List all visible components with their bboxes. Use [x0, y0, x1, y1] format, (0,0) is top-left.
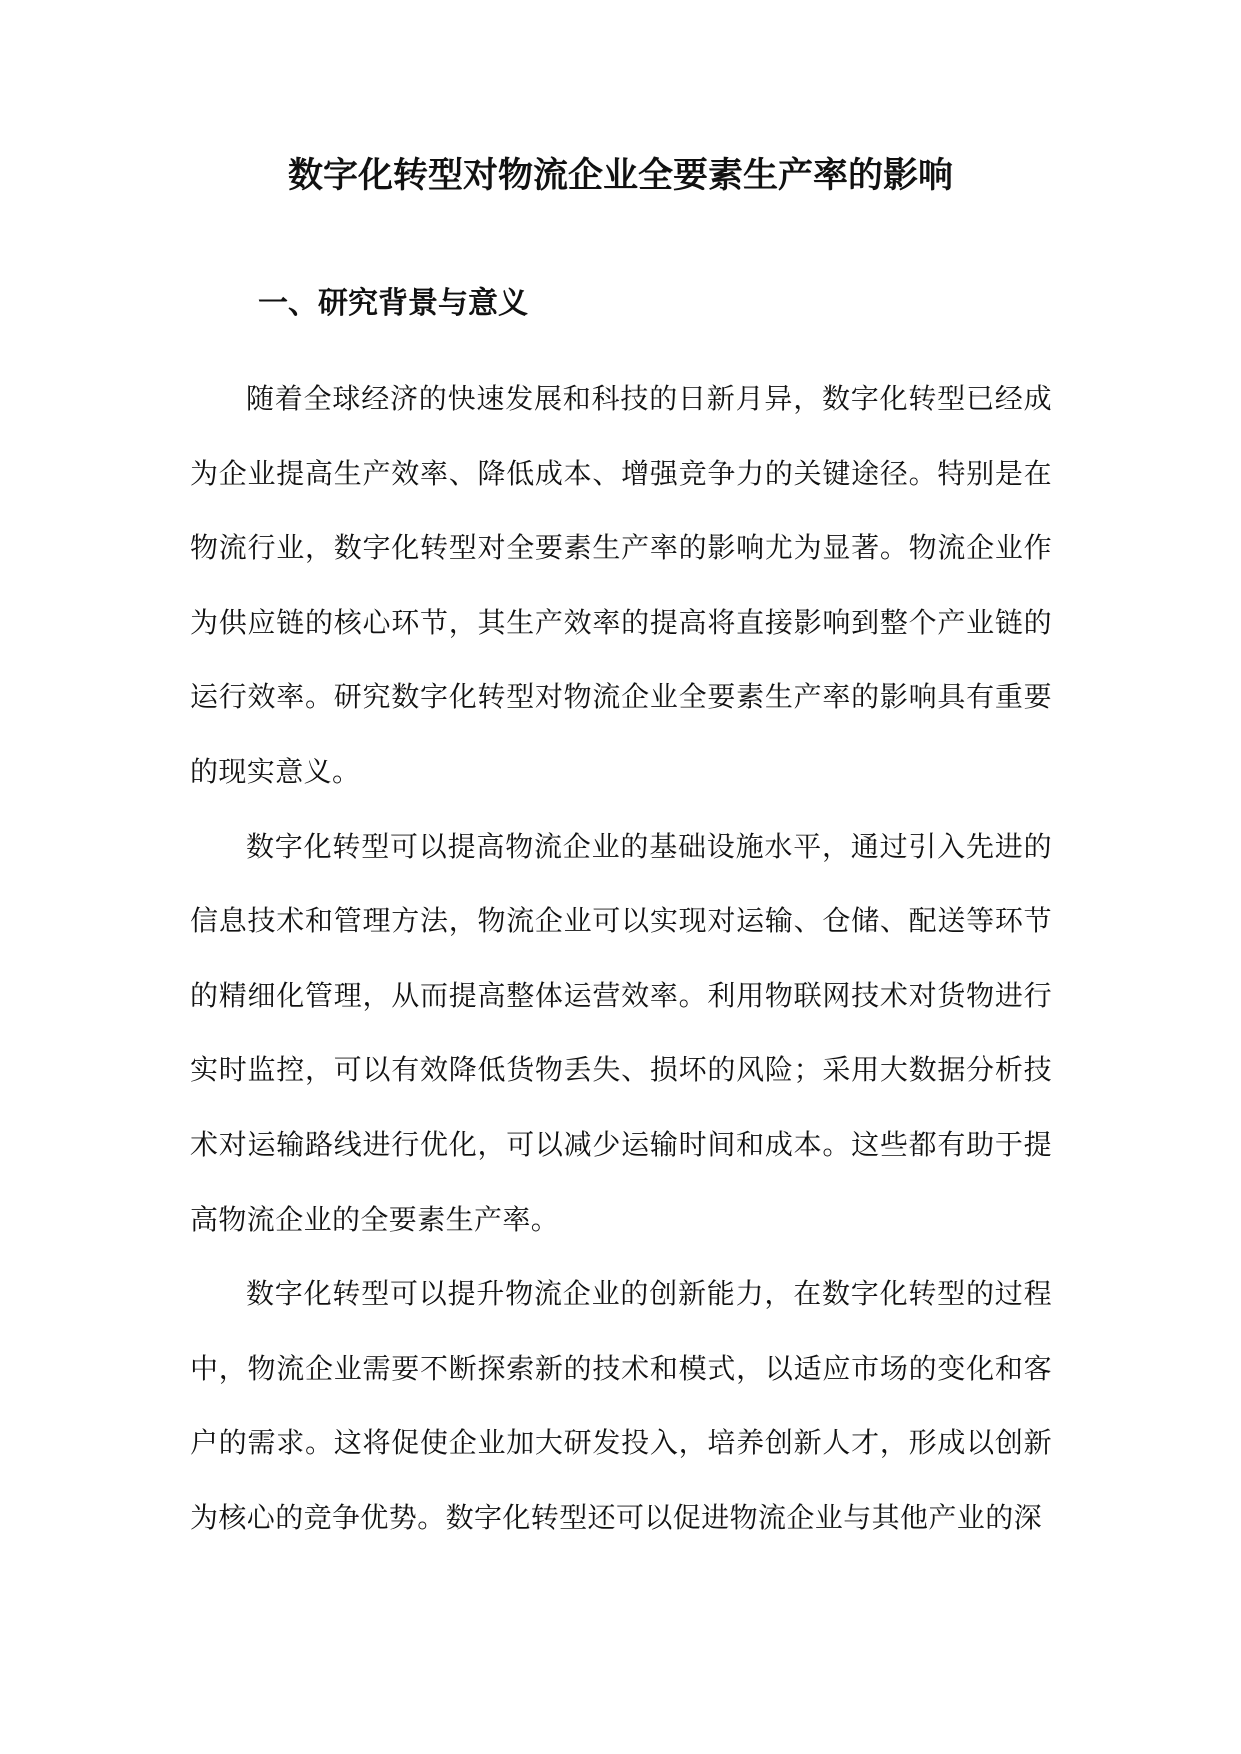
paragraph-background: 随着全球经济的快速发展和科技的日新月异，数字化转型已经成为企业提高生产效率、降低成本、增强竞争力的关键途径。特别是在物流行业，数字化转型对全要素生产率的影响尤为显著。物流企业作为供应链的核心环节，其生产效率的提高将直接影响到整个产业链的运行效率。研究数字化转型对物流企业全要素生产率的影响具有重要的现实意义。: [190, 382, 1052, 788]
document-title: 数字化转型对物流企业全要素生产率的影响: [287, 156, 953, 196]
paragraph-infrastructure: 数字化转型可以提高物流企业的基础设施水平，通过引入先进的信息技术和管理方法，物流企业可以实现对运输、仓储、配送等环节的精细化管理，从而提高整体运营效率。利用物联网技术对货物进行实时监控，可以有效降低货物丢失、损坏的风险；采用大数据分析技术对运输路线进行优化，可以减少运输时间和成本。这些都有助于提高物流企业的全要素生产率。: [190, 829, 1052, 1236]
paragraph-innovation: 数字化转型可以提升物流企业的创新能力，在数字化转型的过程中，物流企业需要不断探索新的技术和模式，以适应市场的变化和客户的需求。这将促使企业加大研发投入，培养创新人才，形成以创新为核心的竞争优势。数字化转型还可以促进物流企业与其他产业的深: [190, 1277, 1052, 1534]
body-text: [190, 362, 1052, 1556]
section-heading: 一、研究背景与意义: [258, 286, 528, 321]
